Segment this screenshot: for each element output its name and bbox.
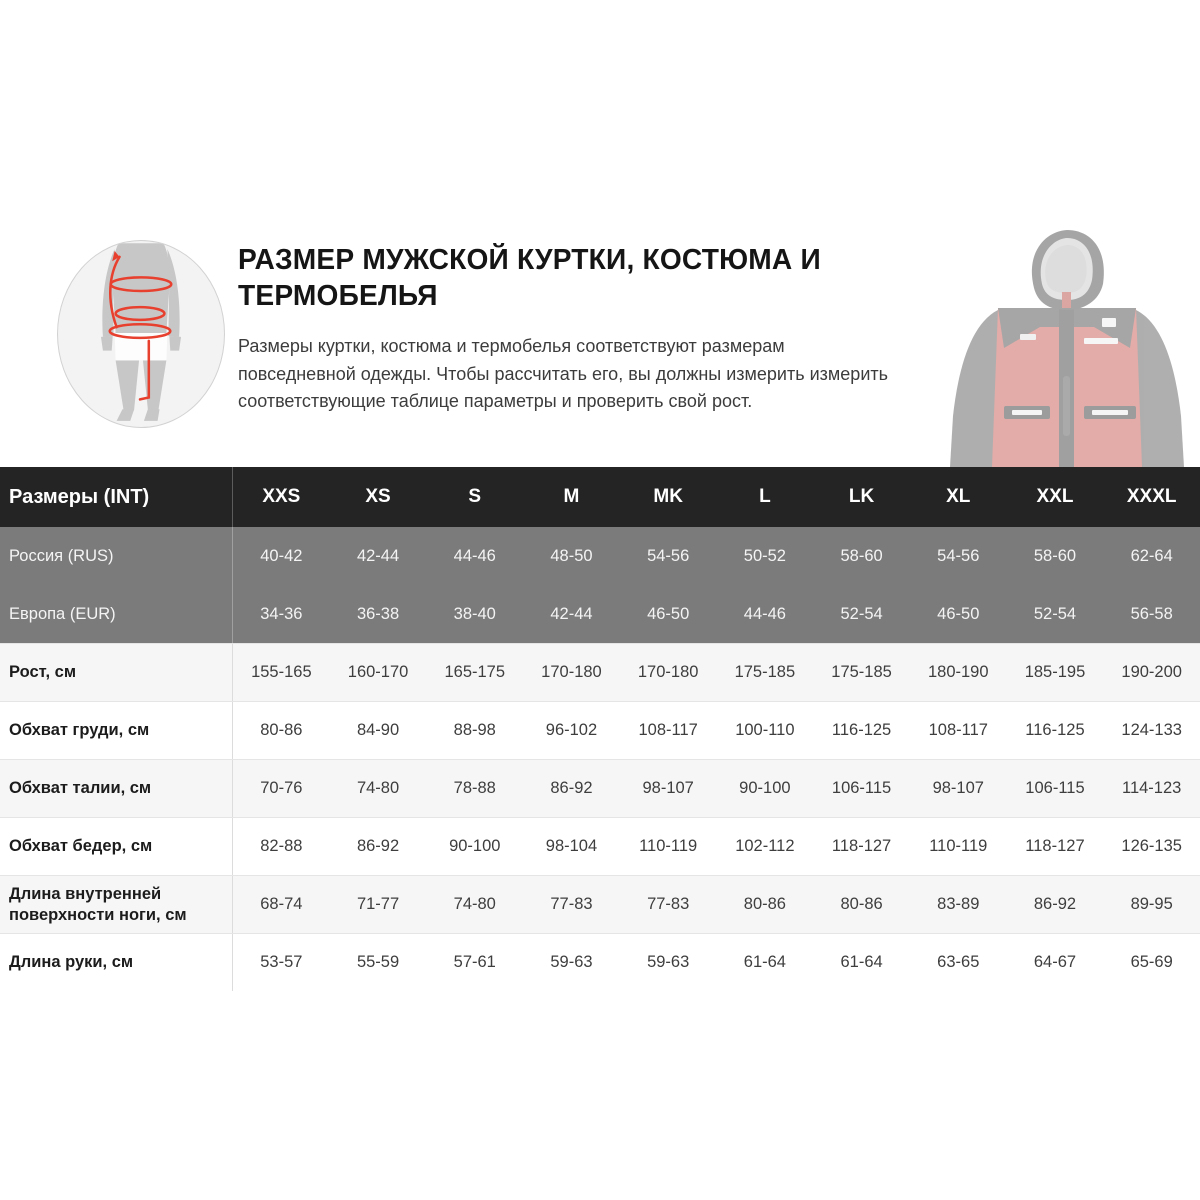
int-size-rows (0, 527, 1200, 643)
size-value: 68-74 (260, 895, 303, 913)
size-column-header: M (563, 486, 580, 507)
size-value: 54-56 (937, 546, 980, 565)
size-value: 64-67 (1033, 953, 1077, 971)
size-value: 34-36 (260, 604, 303, 623)
table-header-row (0, 467, 1200, 527)
size-value: 106-115 (831, 779, 892, 797)
size-value: 86-92 (550, 779, 593, 797)
size-value: 58-60 (840, 546, 883, 565)
size-value: 116-125 (831, 721, 892, 739)
size-value: 59-63 (550, 953, 593, 971)
size-column-header: S (468, 486, 482, 507)
size-value: 46-50 (937, 604, 980, 623)
size-value: 54-56 (647, 546, 690, 565)
size-value: 98-104 (545, 837, 598, 855)
jacket-image (934, 226, 1200, 467)
size-value: 57-61 (453, 953, 496, 971)
size-value: 180-190 (927, 663, 989, 681)
table-row (0, 759, 1200, 817)
row-label: Обхват бедер, см (0, 818, 233, 875)
size-value: 62-64 (1130, 546, 1173, 565)
size-column-header: XXS (262, 486, 301, 507)
size-value: 52-54 (840, 604, 883, 623)
size-value: 77-83 (550, 895, 593, 913)
size-value: 78-88 (453, 779, 496, 797)
size-value: 88-98 (453, 721, 496, 739)
size-column-header: LK (848, 486, 875, 507)
size-value: 56-58 (1130, 604, 1173, 623)
size-value: 61-64 (743, 953, 786, 971)
size-value: 70-76 (260, 779, 303, 797)
size-value: 170-180 (541, 663, 602, 681)
size-value: 98-107 (642, 779, 694, 797)
size-value: 100-110 (735, 721, 795, 739)
size-value: 165-175 (444, 663, 506, 681)
size-value: 102-112 (735, 837, 795, 855)
size-value: 90-100 (449, 837, 501, 855)
table-row (0, 527, 1200, 585)
size-column-header: XL (946, 486, 971, 507)
size-value: 170-180 (637, 663, 699, 681)
size-value: 80-86 (260, 721, 303, 739)
size-value: 61-64 (840, 953, 883, 971)
size-value: 40-42 (260, 546, 303, 565)
table-row (0, 701, 1200, 759)
row-label: Длина руки, см (0, 934, 233, 991)
size-value: 98-107 (932, 779, 984, 797)
size-value: 55-59 (356, 953, 400, 971)
size-value: 185-195 (1024, 663, 1086, 681)
size-value: 50-52 (743, 546, 786, 565)
size-value: 59-63 (647, 953, 690, 971)
size-value: 82-88 (260, 837, 303, 855)
row-label: Рост, см (0, 644, 233, 701)
size-value: 106-115 (1025, 779, 1085, 797)
size-value: 77-83 (647, 895, 690, 913)
size-value: 116-125 (1025, 721, 1085, 739)
header-section (0, 230, 1200, 467)
size-value: 71-77 (356, 895, 400, 913)
size-value: 86-92 (356, 837, 400, 855)
row-label: Россия (RUS) (0, 527, 233, 585)
size-table (0, 467, 1200, 991)
size-value: 124-133 (1121, 721, 1182, 739)
row-label: Длина внутренней поверхности ноги, см (0, 876, 233, 933)
size-value: 83-89 (937, 895, 980, 913)
size-value: 110-119 (929, 837, 988, 855)
table-row (0, 817, 1200, 875)
size-value: 190-200 (1121, 663, 1182, 681)
size-value: 108-117 (638, 721, 698, 739)
jacket-illustration-icon (934, 226, 1200, 467)
size-value: 126-135 (1121, 837, 1182, 855)
size-value: 118-127 (1025, 837, 1085, 855)
size-value: 89-95 (1130, 895, 1173, 913)
size-value: 74-80 (453, 895, 496, 913)
size-value: 160-170 (347, 663, 409, 681)
table-row (0, 643, 1200, 701)
size-column-header: L (759, 486, 771, 507)
hero-text-block (238, 242, 928, 416)
size-value: 118-127 (831, 837, 892, 855)
body-silhouette-icon (58, 241, 224, 427)
size-value: 53-57 (260, 953, 303, 971)
size-value: 38-40 (453, 604, 496, 623)
size-value: 36-38 (356, 604, 400, 623)
table-row (0, 933, 1200, 991)
size-value: 52-54 (1033, 604, 1077, 623)
table-row (0, 585, 1200, 643)
size-column-header: MK (653, 486, 683, 507)
table-row (0, 875, 1200, 933)
size-value: 58-60 (1033, 546, 1077, 565)
size-column-header: XXXL (1126, 486, 1177, 507)
page-description: Размеры куртки, костюма и термобелья соответствуют размерам повседневной одежды. Чтобы рассчитать его, вы должны измерить измерить соответствующие таблице параметры и проверить свой рост. (238, 336, 888, 411)
size-value: 46-50 (647, 604, 690, 623)
size-value: 90-100 (739, 779, 791, 797)
size-value: 96-102 (545, 721, 598, 739)
size-value: 155-165 (251, 663, 312, 681)
size-column-header: XS (365, 486, 391, 507)
size-value: 65-69 (1130, 953, 1173, 971)
row-label: Европа (EUR) (0, 585, 233, 643)
measurement-rows (0, 643, 1200, 991)
size-value: 175-185 (831, 663, 892, 681)
body-measurement-diagram (57, 240, 225, 428)
row-label: Обхват талии, см (0, 760, 233, 817)
size-value: 44-46 (453, 546, 496, 565)
size-value: 84-90 (356, 721, 400, 739)
size-value: 42-44 (356, 546, 400, 565)
table-header-label: Размеры (INT) (0, 467, 233, 527)
size-value: 42-44 (550, 604, 593, 623)
size-value: 44-46 (743, 604, 786, 623)
size-value: 48-50 (550, 546, 593, 565)
size-value: 110-119 (639, 837, 698, 855)
size-value: 86-92 (1033, 895, 1077, 913)
size-value: 108-117 (928, 721, 988, 739)
row-label: Обхват груди, см (0, 702, 233, 759)
size-value: 175-185 (734, 663, 796, 681)
size-value: 74-80 (356, 779, 400, 797)
size-value: 80-86 (840, 895, 883, 913)
size-value: 63-65 (937, 953, 980, 971)
size-column-header: XXL (1036, 486, 1074, 507)
size-value: 80-86 (743, 895, 786, 913)
page-title: РАЗМЕР МУЖСКОЙ КУРТКИ, КОСТЮМА И ТЕРМОБЕЛЬЯ (238, 244, 821, 312)
size-guide-page (0, 230, 1200, 1200)
size-value: 114-123 (1122, 779, 1182, 797)
